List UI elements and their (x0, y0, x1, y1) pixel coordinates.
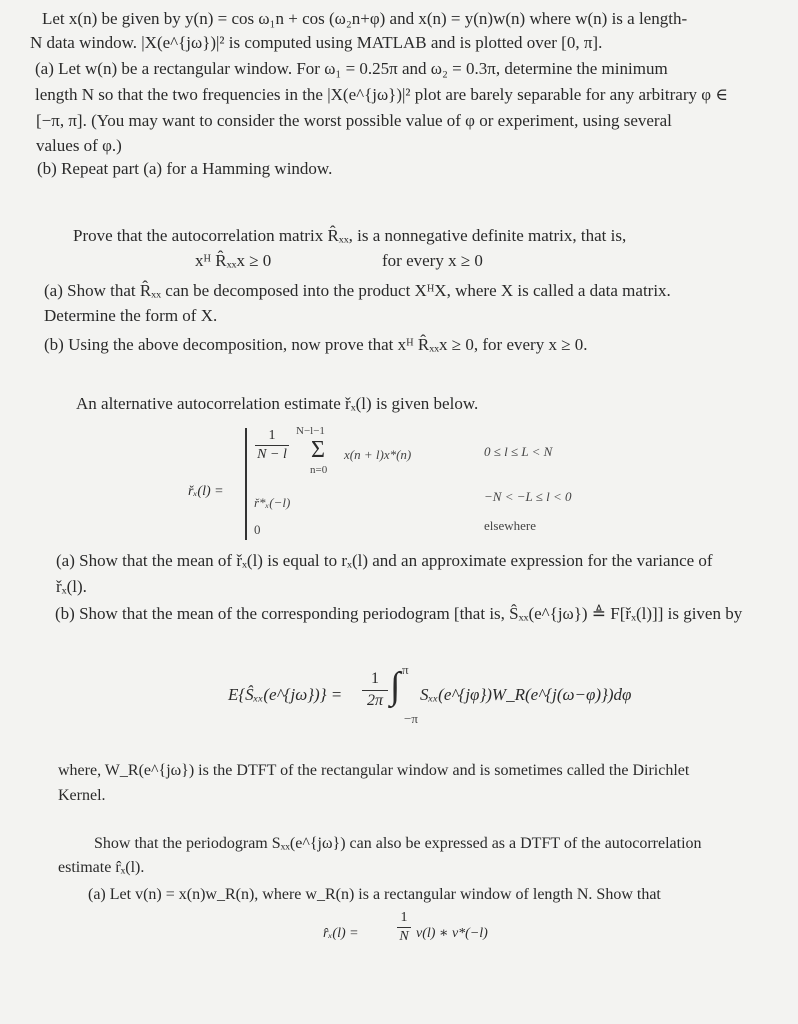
p3-integral-upper: π (402, 662, 409, 677)
p4-intro-line1: Show that the periodogram Sₓₓ(e^{jω}) can also be expressed as a DTFT of the autocorrelation (94, 835, 702, 852)
p3-eq2-lhs: E{Ŝₓₓ(e^{jω})} = (228, 685, 343, 704)
p3-eq2-den: 2π (366, 692, 383, 709)
p3-where-line2: Kernel. (58, 787, 106, 804)
p4-intro-line2: estimate r̂ₓ(l). (58, 859, 145, 876)
p1-part-a-line3: [−π, π]. (You may want to consider the worst possible value of φ or experiment, using several (36, 111, 672, 130)
p1-part-a-line2: length N so that the two frequencies in the |X(e^{jω})|² plot are barely separable for any arbitrary φ ∈ (35, 85, 728, 104)
p4-eq-fraction (397, 910, 411, 945)
p3-sum-lower: n=0 (310, 464, 328, 476)
p3-eq2-fraction (362, 670, 388, 710)
p3-eq-lhs: řₓ(l) = (188, 484, 224, 499)
p3-case2-expr: ř*ₓ(−l) (254, 495, 291, 510)
p3-frac-bar (255, 445, 289, 446)
p3-eq2-bar (362, 690, 388, 691)
p2-part-b: (b) Using the above decomposition, now prove that xᴴ R̂ₓₓx ≥ 0, for every x ≥ 0. (44, 335, 588, 354)
p1-intro-2: N data window. |X(e^{jω})|² is computed using MATLAB and is plotted over [0, π]. (30, 33, 603, 52)
p3-part-a-line1: (a) Show that the mean of řₓ(l) is equal to rₓ(l) and an approximate expression for the variance of (56, 551, 713, 570)
p3-frac-den: N − l (257, 447, 287, 462)
p4-eq-den: N (399, 929, 409, 944)
p3-eq2-rhs: Sₓₓ(e^{jφ})W_R(e^{j(ω−φ)})dφ (420, 685, 632, 704)
p3-where-line1: where, W_R(e^{jω}) is the DTFT of the rectangular window and is sometimes called the Dirichlet (58, 762, 690, 779)
p3-eq-brace (245, 428, 247, 540)
p3-case3-cond: elsewhere (484, 518, 536, 533)
p4-eq-lhs: r̂ₓ(l) = (323, 926, 359, 941)
p2-inequality: xᴴ R̂ₓₓx ≥ 0 (195, 251, 272, 270)
p3-part-a-line2: řₓ(l). (56, 577, 87, 596)
p3-frac-num: 1 (268, 428, 276, 443)
p3-case1-expr: x(n + l)x*(n) (344, 447, 412, 462)
p3-case2-cond: −N < −L ≤ l < 0 (484, 489, 572, 504)
p3-integral-sign: ∫ (390, 665, 401, 707)
p3-sum-sign: Σ (311, 437, 325, 463)
p3-case1-cond: 0 ≤ l ≤ L < N (484, 444, 553, 459)
p3-part-b: (b) Show that the mean of the corresponding periodogram [that is, Ŝₓₓ(e^{jω}) ≜ F[řₓ(l)]] is given by (55, 604, 743, 623)
p1-part-b: (b) Repeat part (a) for a Hamming window. (37, 159, 333, 178)
p1-part-a-line1: (a) Let w(n) be a rectangular window. For ω₁ = 0.25π and ω₂ = 0.3π, determine the minimum (35, 59, 668, 78)
p3-intro: An alternative autocorrelation estimate řₓ(l) is given below. (76, 394, 479, 413)
p4-eq-rhs: v(l) ∗ v*(−l) (416, 926, 488, 941)
p2-part-a-line2: Determine the form of X. (44, 306, 218, 325)
p1-part-a-line4: values of φ.) (36, 136, 122, 155)
p2-inequality-condition: for every x ≥ 0 (382, 251, 483, 270)
p2-intro: Prove that the autocorrelation matrix R̂ₓₓ, is a nonnegative definite matrix, that is, (73, 226, 627, 245)
p3-case3-expr: 0 (254, 522, 261, 537)
p4-eq-num: 1 (400, 910, 408, 925)
p2-part-a-line1: (a) Show that R̂ₓₓ can be decomposed into the product XᴴX, where X is called a data matrix. (44, 281, 671, 300)
p1-intro: Let x(n) be given by y(n) = cos ω₁n + cos (ω₂n+φ) and x(n) = y(n)w(n) where w(n) is a length- (42, 9, 688, 28)
p3-integral-lower: −π (404, 711, 418, 726)
p3-eq-fraction (255, 428, 289, 463)
p4-eq-bar (397, 927, 411, 928)
p4-part-a: (a) Let v(n) = x(n)w_R(n), where w_R(n) is a rectangular window of length N. Show that (88, 886, 661, 903)
p3-eq2-num: 1 (371, 670, 379, 687)
p3-sum-upper: N−l−1 (296, 425, 325, 437)
